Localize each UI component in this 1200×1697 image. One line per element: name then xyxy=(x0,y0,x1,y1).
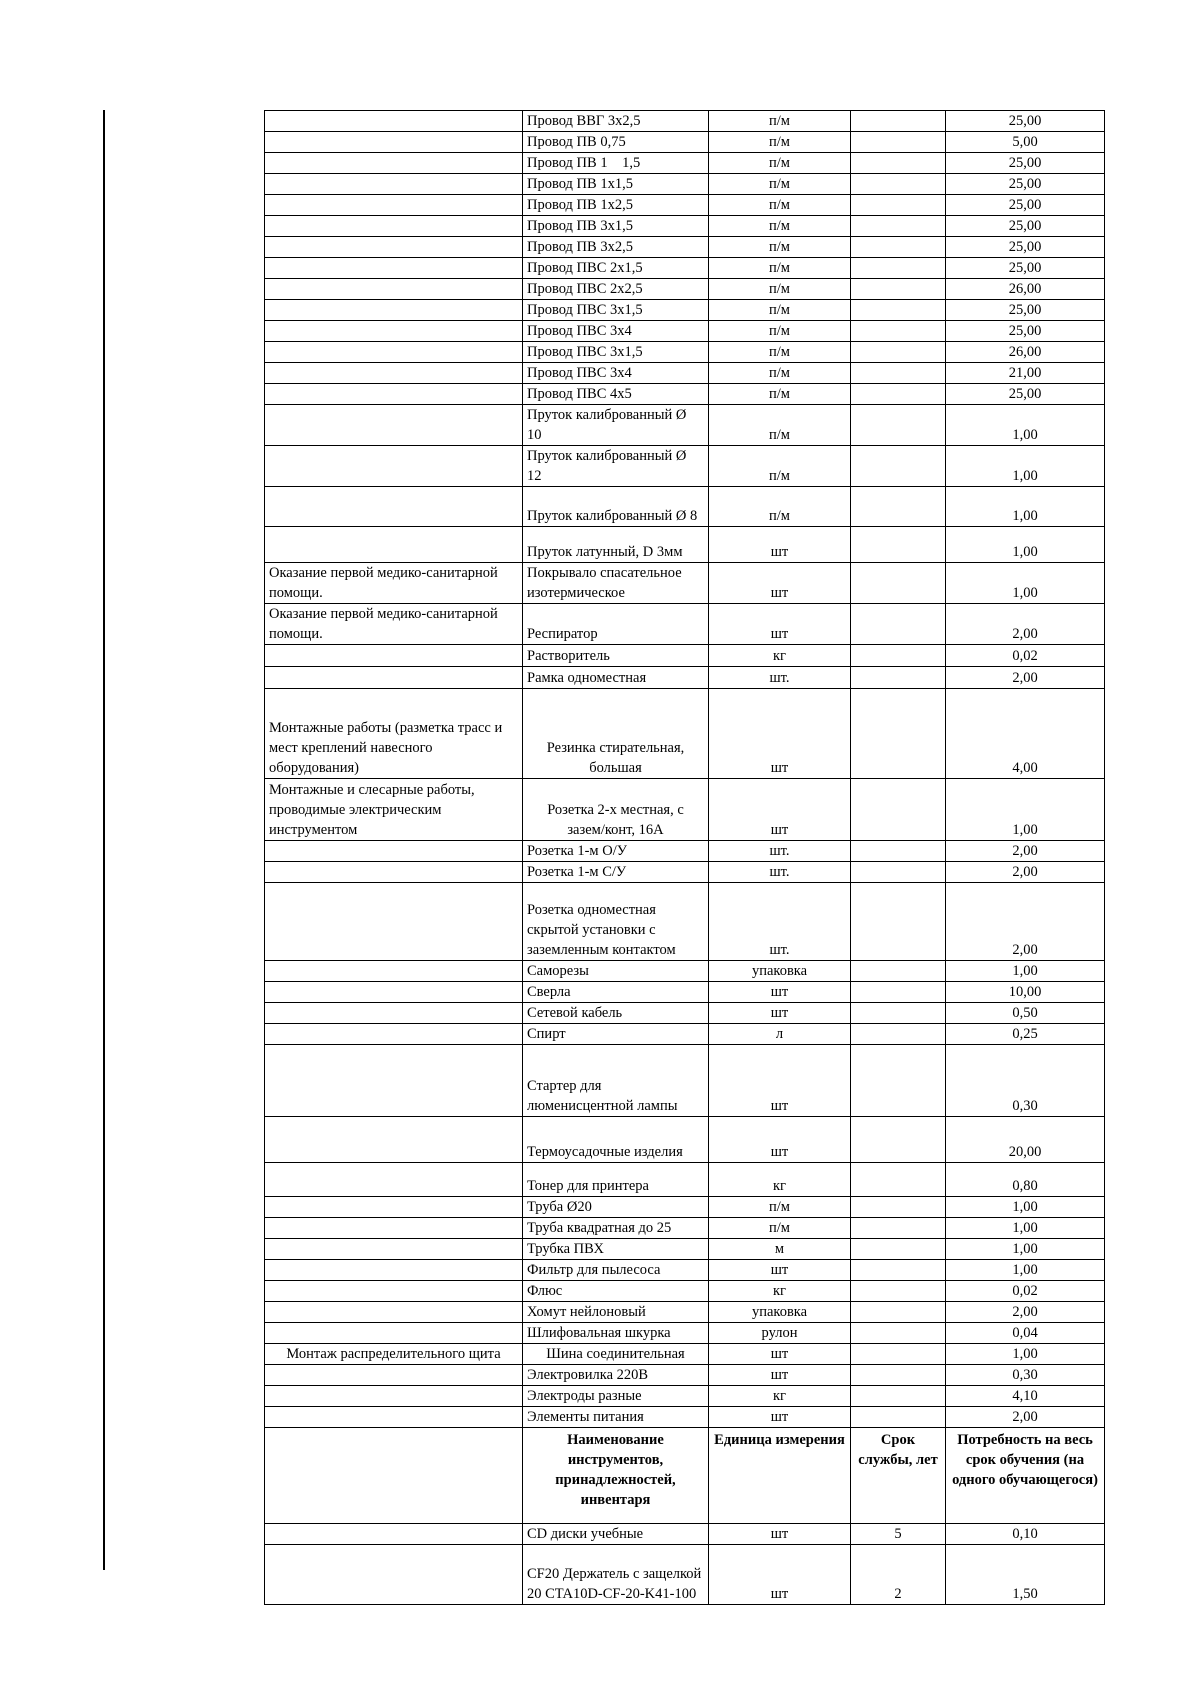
term-cell xyxy=(851,111,946,132)
activity-cell xyxy=(265,1323,523,1344)
table-row xyxy=(265,321,1105,342)
unit-cell: л xyxy=(709,1024,851,1045)
quantity-cell: 0,30 xyxy=(946,1365,1105,1386)
table-row xyxy=(265,237,1105,258)
term-cell xyxy=(851,779,946,841)
term-cell xyxy=(851,1407,946,1428)
item-name-cell: Провод ПВ 3х1,5 xyxy=(523,216,709,237)
activity-cell xyxy=(265,487,523,527)
unit-cell: п/м xyxy=(709,132,851,153)
item-name-cell: Розетка 2-х местная, с зазем/конт, 16А xyxy=(523,779,709,841)
item-name-cell: Трубка ПВХ xyxy=(523,1239,709,1260)
quantity-cell: 25,00 xyxy=(946,384,1105,405)
unit-cell: п/м xyxy=(709,300,851,321)
table-row xyxy=(265,667,1105,689)
item-name-cell: Провод ПВС 3х1,5 xyxy=(523,300,709,321)
item-name-cell: Провод ПВ 1 1,5 xyxy=(523,153,709,174)
table-row xyxy=(265,405,1105,446)
unit-cell: кг xyxy=(709,1281,851,1302)
unit-cell: п/м xyxy=(709,321,851,342)
term-cell xyxy=(851,563,946,604)
term-cell xyxy=(851,1386,946,1407)
activity-cell xyxy=(265,527,523,563)
table-row xyxy=(265,300,1105,321)
unit-cell: шт xyxy=(709,563,851,604)
unit-cell: упаковка xyxy=(709,961,851,982)
unit-cell: шт xyxy=(709,779,851,841)
unit-cell: рулон xyxy=(709,1323,851,1344)
term-cell xyxy=(851,527,946,563)
term-cell xyxy=(851,446,946,487)
term-cell xyxy=(851,689,946,779)
unit-cell: шт xyxy=(709,1344,851,1365)
quantity-cell: 1,00 xyxy=(946,1260,1105,1281)
term-cell xyxy=(851,645,946,667)
item-name-cell: Пруток калиброванный Ø 12 xyxy=(523,446,709,487)
activity-cell xyxy=(265,1407,523,1428)
activity-cell xyxy=(265,1045,523,1117)
item-name-cell: Провод ПВС 2х1,5 xyxy=(523,258,709,279)
activity-cell: Монтаж распределительного щита xyxy=(265,1344,523,1365)
quantity-cell: 25,00 xyxy=(946,195,1105,216)
activity-header-cell xyxy=(265,1428,523,1524)
unit-cell: шт. xyxy=(709,667,851,689)
table-row xyxy=(265,527,1105,563)
unit-cell: шт. xyxy=(709,883,851,961)
unit-cell: п/м xyxy=(709,342,851,363)
item-name-cell: Провод ПВС 4х5 xyxy=(523,384,709,405)
table-row xyxy=(265,1281,1105,1302)
quantity-cell: 25,00 xyxy=(946,153,1105,174)
item-name-cell: Сверла xyxy=(523,982,709,1003)
unit-cell: п/м xyxy=(709,258,851,279)
activity-cell xyxy=(265,862,523,883)
item-name-cell: Пруток латунный, D 3мм xyxy=(523,527,709,563)
table-row xyxy=(265,1239,1105,1260)
quantity-cell: 25,00 xyxy=(946,237,1105,258)
item-name-cell: Труба квадратная до 25 xyxy=(523,1218,709,1239)
unit-cell: п/м xyxy=(709,363,851,384)
activity-cell: Оказание первой медико-санитарной помощи. xyxy=(265,604,523,645)
unit-header: Единица измерения xyxy=(709,1428,851,1524)
table-row xyxy=(265,111,1105,132)
item-name-cell: Провод ПВС 3х4 xyxy=(523,321,709,342)
quantity-cell: 1,00 xyxy=(946,1344,1105,1365)
item-name-cell: Пруток калиброванный Ø 8 xyxy=(523,487,709,527)
unit-cell: кг xyxy=(709,1163,851,1197)
quantity-cell: 0,30 xyxy=(946,1045,1105,1117)
unit-cell: шт xyxy=(709,1365,851,1386)
quantity-cell: 26,00 xyxy=(946,279,1105,300)
unit-cell: п/м xyxy=(709,216,851,237)
item-name-cell: Респиратор xyxy=(523,604,709,645)
item-name-cell: Розетка 1-м С/У xyxy=(523,862,709,883)
activity-cell xyxy=(265,1260,523,1281)
item-name-cell: CF20 Держатель с защелкой 20 CTA10D-CF-20-K41-100 xyxy=(523,1545,709,1605)
quantity-cell: 0,10 xyxy=(946,1524,1105,1545)
table-row xyxy=(265,132,1105,153)
quantity-cell: 1,00 xyxy=(946,527,1105,563)
activity-cell xyxy=(265,174,523,195)
item-name-cell: Электровилка 220В xyxy=(523,1365,709,1386)
term-cell xyxy=(851,300,946,321)
unit-cell: шт xyxy=(709,1407,851,1428)
item-name-cell: Розетка одноместная скрытой установки с заземленным контактом xyxy=(523,883,709,961)
quantity-cell: 25,00 xyxy=(946,174,1105,195)
quantity-cell: 5,00 xyxy=(946,132,1105,153)
activity-cell xyxy=(265,300,523,321)
unit-cell: шт xyxy=(709,982,851,1003)
table-row xyxy=(265,342,1105,363)
quantity-cell: 20,00 xyxy=(946,1117,1105,1163)
table-row xyxy=(265,1302,1105,1323)
unit-cell: шт xyxy=(709,1524,851,1545)
unit-cell: шт xyxy=(709,1045,851,1117)
term-cell xyxy=(851,1163,946,1197)
activity-cell xyxy=(265,1218,523,1239)
quantity-cell: 25,00 xyxy=(946,111,1105,132)
table-row xyxy=(265,1003,1105,1024)
term-cell xyxy=(851,174,946,195)
item-name-cell: Пруток калиброванный Ø 10 xyxy=(523,405,709,446)
unit-cell: п/м xyxy=(709,111,851,132)
term-cell xyxy=(851,153,946,174)
activity-cell xyxy=(265,446,523,487)
quantity-cell: 1,00 xyxy=(946,487,1105,527)
item-name-cell: Провод ПВ 1х1,5 xyxy=(523,174,709,195)
unit-cell: п/м xyxy=(709,153,851,174)
table-row xyxy=(265,1323,1105,1344)
table-row xyxy=(265,487,1105,527)
item-name-cell: Спирт xyxy=(523,1024,709,1045)
activity-cell xyxy=(265,195,523,216)
table-row xyxy=(265,645,1105,667)
quantity-cell: 1,00 xyxy=(946,961,1105,982)
unit-cell: шт xyxy=(709,1260,851,1281)
quantity-cell: 26,00 xyxy=(946,342,1105,363)
unit-cell: м xyxy=(709,1239,851,1260)
unit-cell: шт xyxy=(709,1117,851,1163)
table-row xyxy=(265,1545,1105,1605)
quantity-cell: 0,02 xyxy=(946,645,1105,667)
table-row xyxy=(265,1024,1105,1045)
unit-cell: шт xyxy=(709,689,851,779)
activity-cell xyxy=(265,384,523,405)
term-cell: 2 xyxy=(851,1545,946,1605)
term-cell xyxy=(851,1281,946,1302)
quantity-cell: 25,00 xyxy=(946,321,1105,342)
term-cell xyxy=(851,961,946,982)
quantity-cell: 0,02 xyxy=(946,1281,1105,1302)
quantity-cell: 2,00 xyxy=(946,1407,1105,1428)
table-row xyxy=(265,883,1105,961)
term-cell xyxy=(851,384,946,405)
activity-cell xyxy=(265,982,523,1003)
term-cell xyxy=(851,667,946,689)
term-cell xyxy=(851,321,946,342)
quantity-cell: 0,04 xyxy=(946,1323,1105,1344)
term-cell xyxy=(851,1365,946,1386)
term-cell xyxy=(851,982,946,1003)
quantity-cell: 1,00 xyxy=(946,563,1105,604)
table-row xyxy=(265,961,1105,982)
unit-cell: п/м xyxy=(709,237,851,258)
quantity-cell: 2,00 xyxy=(946,862,1105,883)
activity-cell xyxy=(265,1302,523,1323)
table-row xyxy=(265,779,1105,841)
term-cell xyxy=(851,405,946,446)
term-cell xyxy=(851,1218,946,1239)
activity-cell xyxy=(265,1163,523,1197)
table-row xyxy=(265,174,1105,195)
table-row xyxy=(265,1197,1105,1218)
term-cell xyxy=(851,1003,946,1024)
item-name-cell: Провод ПВ 3х2,5 xyxy=(523,237,709,258)
quantity-cell: 25,00 xyxy=(946,300,1105,321)
materials-table xyxy=(264,110,1105,1605)
activity-cell xyxy=(265,841,523,862)
term-cell: 5 xyxy=(851,1524,946,1545)
table-row xyxy=(265,1407,1105,1428)
table-row xyxy=(265,1365,1105,1386)
unit-cell: кг xyxy=(709,645,851,667)
quantity-cell: 1,00 xyxy=(946,1218,1105,1239)
activity-cell xyxy=(265,1386,523,1407)
unit-cell: кг xyxy=(709,1386,851,1407)
quantity-cell: 1,50 xyxy=(946,1545,1105,1605)
quantity-cell: 2,00 xyxy=(946,883,1105,961)
item-name-cell: Покрывало спасательное изотермическое xyxy=(523,563,709,604)
tools-name-header: Наименование инструментов, принадлежностей, инвентаря xyxy=(523,1428,709,1524)
activity-cell: Монтажные и слесарные работы, проводимые электрическим инструментом xyxy=(265,779,523,841)
quantity-cell: 2,00 xyxy=(946,667,1105,689)
item-name-cell: Шлифовальная шкурка xyxy=(523,1323,709,1344)
item-name-cell: Провод ПВ 1х2,5 xyxy=(523,195,709,216)
activity-cell xyxy=(265,1197,523,1218)
term-cell xyxy=(851,1302,946,1323)
unit-cell: шт xyxy=(709,604,851,645)
item-name-cell: Провод ПВС 3х4 xyxy=(523,363,709,384)
item-name-cell: Фильтр для пылесоса xyxy=(523,1260,709,1281)
term-cell xyxy=(851,342,946,363)
unit-cell: шт xyxy=(709,1003,851,1024)
table-row xyxy=(265,1218,1105,1239)
quantity-cell: 1,00 xyxy=(946,405,1105,446)
item-name-cell: Шина соединительная xyxy=(523,1344,709,1365)
unit-cell: п/м xyxy=(709,1218,851,1239)
quantity-cell: 25,00 xyxy=(946,216,1105,237)
term-cell xyxy=(851,604,946,645)
term-cell xyxy=(851,1024,946,1045)
table-row xyxy=(265,862,1105,883)
quantity-cell: 4,00 xyxy=(946,689,1105,779)
quantity-cell: 0,50 xyxy=(946,1003,1105,1024)
term-cell xyxy=(851,237,946,258)
activity-cell xyxy=(265,1365,523,1386)
quantity-cell: 10,00 xyxy=(946,982,1105,1003)
activity-cell xyxy=(265,363,523,384)
activity-cell xyxy=(265,153,523,174)
service-life-header: Срок службы, лет xyxy=(851,1428,946,1524)
activity-cell xyxy=(265,258,523,279)
item-name-cell: Элементы питания xyxy=(523,1407,709,1428)
table-row xyxy=(265,216,1105,237)
term-cell xyxy=(851,1197,946,1218)
activity-cell xyxy=(265,645,523,667)
unit-cell: п/м xyxy=(709,384,851,405)
item-name-cell: Саморезы xyxy=(523,961,709,982)
table-row xyxy=(265,982,1105,1003)
quantity-cell: 21,00 xyxy=(946,363,1105,384)
term-cell xyxy=(851,1117,946,1163)
quantity-cell: 1,00 xyxy=(946,1197,1105,1218)
item-name-cell: Труба Ø20 xyxy=(523,1197,709,1218)
item-name-cell: Резинка стирательная, большая xyxy=(523,689,709,779)
item-name-cell: Флюс xyxy=(523,1281,709,1302)
activity-cell xyxy=(265,342,523,363)
quantity-cell: 2,00 xyxy=(946,841,1105,862)
activity-cell xyxy=(265,1003,523,1024)
unit-cell: п/м xyxy=(709,279,851,300)
term-cell xyxy=(851,1045,946,1117)
term-cell xyxy=(851,862,946,883)
activity-cell xyxy=(265,961,523,982)
unit-cell: шт xyxy=(709,527,851,563)
activity-cell xyxy=(265,1524,523,1545)
unit-cell: п/м xyxy=(709,1197,851,1218)
table-row xyxy=(265,363,1105,384)
term-cell xyxy=(851,883,946,961)
item-name-cell: Розетка 1-м О/У xyxy=(523,841,709,862)
term-cell xyxy=(851,132,946,153)
term-cell xyxy=(851,487,946,527)
unit-cell: упаковка xyxy=(709,1302,851,1323)
quantity-cell: 1,00 xyxy=(946,779,1105,841)
activity-cell xyxy=(265,279,523,300)
quantity-cell: 0,80 xyxy=(946,1163,1105,1197)
unit-cell: шт. xyxy=(709,862,851,883)
quantity-cell: 2,00 xyxy=(946,1302,1105,1323)
table-row xyxy=(265,153,1105,174)
table-row xyxy=(265,258,1105,279)
item-name-cell: Тонер для принтера xyxy=(523,1163,709,1197)
table-row xyxy=(265,1045,1105,1117)
activity-cell xyxy=(265,132,523,153)
unit-cell: п/м xyxy=(709,487,851,527)
activity-cell xyxy=(265,321,523,342)
item-name-cell: Провод ПВС 3х1,5 xyxy=(523,342,709,363)
table-row xyxy=(265,446,1105,487)
item-name-cell: Провод ПВС 2х2,5 xyxy=(523,279,709,300)
activity-cell xyxy=(265,405,523,446)
quantity-cell: 0,25 xyxy=(946,1024,1105,1045)
activity-cell xyxy=(265,111,523,132)
table-row xyxy=(265,604,1105,645)
table-row xyxy=(265,1117,1105,1163)
table-row xyxy=(265,689,1105,779)
unit-cell: п/м xyxy=(709,405,851,446)
activity-cell xyxy=(265,237,523,258)
table-row xyxy=(265,279,1105,300)
activity-cell xyxy=(265,1117,523,1163)
requirement-header: Потребность на весь срок обучения (на одного обучающегося) xyxy=(946,1428,1105,1524)
item-name-cell: Провод ВВГ 3х2,5 xyxy=(523,111,709,132)
term-cell xyxy=(851,1323,946,1344)
item-name-cell: Хомут нейлоновый xyxy=(523,1302,709,1323)
quantity-cell: 25,00 xyxy=(946,258,1105,279)
term-cell xyxy=(851,279,946,300)
unit-cell: п/м xyxy=(709,195,851,216)
table-row xyxy=(265,841,1105,862)
activity-cell xyxy=(265,1545,523,1605)
table-row xyxy=(265,1163,1105,1197)
quantity-cell: 1,00 xyxy=(946,1239,1105,1260)
table-row xyxy=(265,1524,1105,1545)
table-row xyxy=(265,384,1105,405)
term-cell xyxy=(851,195,946,216)
table-row xyxy=(265,1344,1105,1365)
item-name-cell: Термоусадочные изделия xyxy=(523,1117,709,1163)
unit-cell: шт xyxy=(709,1545,851,1605)
tools-header-row xyxy=(265,1428,1105,1524)
item-name-cell: Рамка одноместная xyxy=(523,667,709,689)
item-name-cell: Сетевой кабель xyxy=(523,1003,709,1024)
term-cell xyxy=(851,216,946,237)
activity-cell xyxy=(265,667,523,689)
quantity-cell: 2,00 xyxy=(946,604,1105,645)
term-cell xyxy=(851,1260,946,1281)
term-cell xyxy=(851,258,946,279)
item-name-cell: Растворитель xyxy=(523,645,709,667)
activity-cell xyxy=(265,883,523,961)
activity-cell xyxy=(265,1024,523,1045)
activity-cell: Оказание первой медико-санитарной помощи. xyxy=(265,563,523,604)
term-cell xyxy=(851,363,946,384)
item-name-cell: CD диски учебные xyxy=(523,1524,709,1545)
unit-cell: шт. xyxy=(709,841,851,862)
item-name-cell: Стартер для люменисцентной лампы xyxy=(523,1045,709,1117)
item-name-cell: Электроды разные xyxy=(523,1386,709,1407)
table-row xyxy=(265,1260,1105,1281)
activity-cell: Монтажные работы (разметка трасс и мест креплений навесного оборудования) xyxy=(265,689,523,779)
activity-cell xyxy=(265,216,523,237)
term-cell xyxy=(851,1239,946,1260)
quantity-cell: 1,00 xyxy=(946,446,1105,487)
table-row xyxy=(265,563,1105,604)
item-name-cell: Провод ПВ 0,75 xyxy=(523,132,709,153)
term-cell xyxy=(851,841,946,862)
margin-rule xyxy=(103,110,105,1570)
table-row xyxy=(265,1386,1105,1407)
activity-cell xyxy=(265,1281,523,1302)
unit-cell: п/м xyxy=(709,446,851,487)
unit-cell: п/м xyxy=(709,174,851,195)
activity-cell xyxy=(265,1239,523,1260)
table-row xyxy=(265,195,1105,216)
quantity-cell: 4,10 xyxy=(946,1386,1105,1407)
term-cell xyxy=(851,1344,946,1365)
